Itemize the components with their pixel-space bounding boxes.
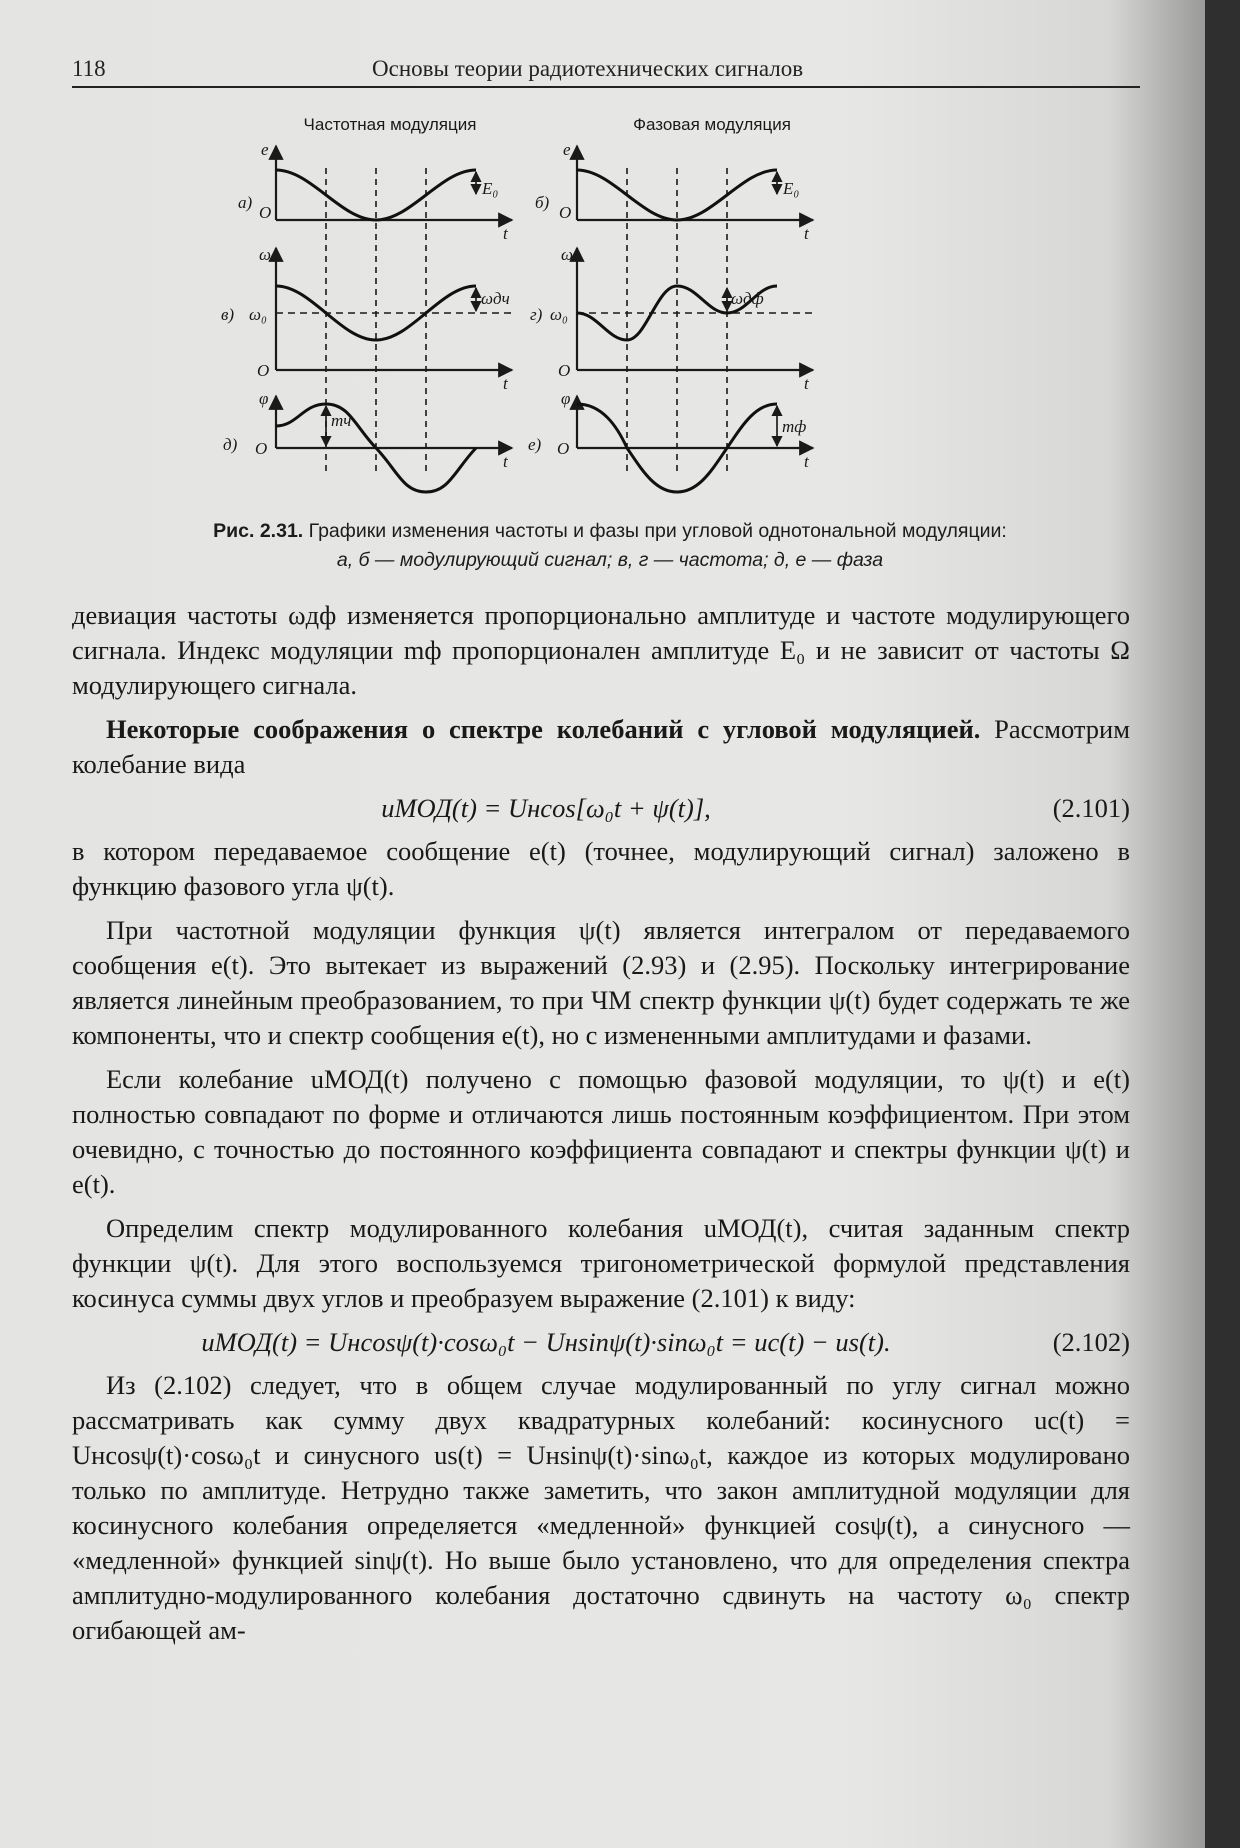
paragraph-5: Если колебание uМОД(t) получено с помощью фазовой модуляции, то ψ(t) и e(t) полностью совпадают по форме и отличаются лишь постоянным коэффициентом. При этом очевидно, с точностью до постоянного коэффициента совпадают и спектры функции ψ(t) и e(t). — [72, 1064, 1130, 1199]
paragraph-7: Из (2.102) следует, что в общем случае модулированный по углу сигнал можно рассматривать как сумму двух квадратурных колебаний: косинусного uc(t) = Uнcosψ(t)·cosω₀t и синусного us(t) = Uнsinψ(t)·sinω₀t, каждое из которых модулировано только по амплитуде. Нетрудно также заметить, что закон амплитудной модуляции для косинусного колебания определяется «медленной» функцией cosψ(t), а синусного — «медленной» функцией sinψ(t). Но выше было установлено, что для определения спектра амплитудно-модулированного колебания достаточно сдвинуть на частоту ω₀ спектр огибающей ам- — [72, 1370, 1130, 1645]
origin-d: O — [255, 439, 268, 458]
t-label-d: t — [503, 452, 508, 471]
page-header — [72, 52, 1140, 88]
t-label-g: t — [804, 374, 809, 393]
equation-2-102 — [72, 1325, 1130, 1360]
t-label-b: t — [804, 224, 809, 243]
origin-g: O — [558, 361, 571, 380]
axis-label-phi-d: φ — [259, 389, 269, 408]
label-panel-v: в) — [221, 305, 235, 324]
caption-text: Графики изменения частоты и фазы при угловой однотональной модуляции: — [303, 520, 1007, 542]
origin-a: O — [259, 203, 272, 222]
origin-v: O — [257, 361, 270, 380]
equation-2-102-number: (2.102) — [1052, 1327, 1130, 1357]
label-panel-d: д) — [223, 435, 238, 454]
axis-label-omega-v: ω — [259, 245, 272, 264]
annotation-m-e: mф — [782, 417, 807, 436]
axis-label-omega-g: ω — [561, 245, 574, 264]
baseline-label-v: ω₀ — [249, 305, 267, 324]
section-run-in-heading: Некоторые соображения о спектре колебаний с угловой модуляцией. — [106, 714, 981, 744]
annotation-E0-b: E₀ — [783, 179, 800, 198]
annotation-omega-g: ωдф — [731, 289, 764, 308]
label-panel-e: е) — [528, 435, 542, 454]
label-panel-b: б) — [535, 193, 550, 212]
annotation-E0-a: E₀ — [482, 179, 499, 198]
equation-2-101 — [72, 791, 1130, 826]
caption-line-2: а, б — модулирующий сигнал; в, г — частота; д, е — фаза — [336, 549, 884, 571]
axis-label-e-a: e — [261, 140, 269, 159]
equation-2-102-expression: uМОД(t) = Uнcosψ(t)·cosω₀t − Uнsinψ(t)·sinω₀t = uc(t) − us(t). — [201, 1327, 891, 1357]
paragraph-6: Определим спектр модулированного колебания uМОД(t), считая заданным спектр функции ψ(t). Для этого воспользуемся тригонометрической формулой представления косинуса суммы двух углов и преобразуем выражение (2.101) к виду: — [72, 1213, 1130, 1313]
label-panel-a: а) — [238, 193, 253, 212]
page-number: 118 — [72, 56, 106, 81]
origin-e: O — [557, 439, 570, 458]
axis-label-phi-e: φ — [561, 389, 571, 408]
paragraph-3: в котором передаваемое сообщение e(t) (точнее, модулирующий сигнал) заложено в функцию фазового угла ψ(t). — [72, 836, 1130, 901]
paragraph-1: девиация частоты ωдф изменяется пропорционально амплитуде и частоте модулирующего сигнала. Индекс модуляции mф пропорционален амплитуде E₀ и не зависит от частоты Ω модулирующего сигнала. — [72, 600, 1130, 700]
paragraph-4: При частотной модуляции функция ψ(t) является интегралом от передаваемого сообщения e(t). Это вытекает из выражений (2.93) и (2.95). Поскольку интегрирование является линейным преобразованием, то при ЧМ спектр функции ψ(t) будет содержать те же компоненты, что и спектр сообщения e(t), но с измененными амплитудами и фазами. — [72, 915, 1130, 1050]
label-panel-g: г) — [530, 305, 543, 324]
caption-line-1 — [120, 517, 1100, 546]
title-phase-modulation: Фазовая модуляция — [633, 115, 791, 134]
equation-2-101-expression: uМОД(t) = Uнcos[ω₀t + ψ(t)], — [381, 793, 711, 823]
figure-svg — [221, 108, 1005, 528]
running-title: Основы теории радиотехнических сигналов — [372, 56, 804, 81]
paragraph-2-text: Рассмотрим колебание вида — [72, 714, 1130, 779]
t-label-v: t — [503, 374, 508, 393]
guide-lines — [326, 168, 727, 473]
t-label-a: t — [503, 224, 508, 243]
axis-label-e-b: e — [563, 140, 571, 159]
annotation-m-d: mч — [331, 411, 352, 430]
title-frequency-modulation: Частотная модуляция — [303, 115, 477, 134]
annotation-omega-v: ωдч — [481, 289, 510, 308]
baseline-label-g: ω₀ — [550, 305, 568, 324]
caption-figure-number: Рис. 2.31. — [213, 520, 304, 542]
paragraph-2 — [72, 712, 1130, 782]
body-text — [72, 598, 1130, 1657]
figure-2-31 — [221, 108, 1005, 528]
origin-b: O — [559, 203, 572, 222]
equation-2-101-number: (2.101) — [1052, 793, 1130, 823]
t-label-e: t — [804, 452, 809, 471]
figure-caption — [120, 517, 1100, 575]
